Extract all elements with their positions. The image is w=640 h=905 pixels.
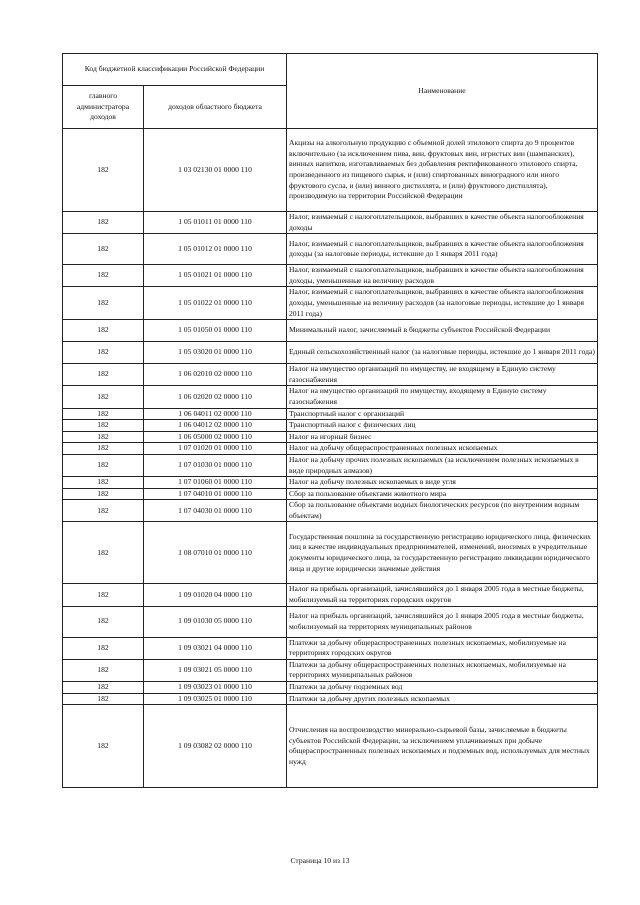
header-regional-income: доходов областного бюджета (144, 86, 287, 129)
table-row (63, 606, 598, 637)
table-row (63, 234, 598, 265)
income-name: Сбор за пользование объектами водных биологических ресурсов (по внутренним водным объектам) (287, 500, 598, 522)
income-name: Налог на прибыль организаций, зачислявшийся до 1 января 2005 года в местные бюджеты, мобилизуемый на территориях городских округов (287, 584, 598, 606)
table-row (63, 287, 598, 320)
income-name: Транспортный налог с организаций (287, 408, 598, 420)
table-row (63, 477, 598, 489)
chief-administrator-code: 182 (63, 693, 144, 705)
income-classification-code: 1 03 02130 01 0000 110 (144, 129, 287, 212)
income-classification-code: 1 05 01012 01 0000 110 (144, 234, 287, 265)
document-sheet (62, 53, 597, 788)
income-name: Налог, взимаемый с налогоплательщиков, выбравших в качестве объекта налогообложения доходы (287, 212, 598, 234)
income-classification-code: 1 05 01050 01 0000 110 (144, 320, 287, 342)
income-name: Платежи за добычу общераспространенных полезных ископаемых, мобилизуемые на территориях муниципальных районов (287, 659, 598, 681)
chief-administrator-code: 182 (63, 234, 144, 265)
income-classification-code: 1 09 03021 05 0000 110 (144, 659, 287, 681)
income-name: Отчисления на воспроизводство минерально-сырьевой базы, зачисляемые в бюджеты субъектов Российской Федерации, за исключением уплачиваемых при добыче общераспространенных полезных ископаемых и подземных вод, используемых для местных нужд (287, 705, 598, 788)
income-classification-code: 1 09 03025 01 0000 110 (144, 693, 287, 705)
table-row (63, 522, 598, 584)
income-classification-code: 1 08 07010 01 0000 110 (144, 522, 287, 584)
chief-administrator-code: 182 (63, 606, 144, 637)
chief-administrator-code: 182 (63, 584, 144, 606)
income-name: Налог на имущество организаций по имуществу, не входящему в Единую систему газоснабжения (287, 364, 598, 386)
chief-administrator-code: 182 (63, 659, 144, 681)
table-header-row (63, 54, 598, 86)
table-row (63, 637, 598, 659)
chief-administrator-code: 182 (63, 342, 144, 364)
income-name: Налог на добычу общераспространенных полезных ископаемых (287, 443, 598, 455)
income-classification-code: 1 05 01011 01 0000 110 (144, 212, 287, 234)
income-classification-code: 1 06 02010 02 0000 110 (144, 364, 287, 386)
table-row (63, 443, 598, 455)
chief-administrator-code: 182 (63, 431, 144, 443)
income-classification-code: 1 07 04030 01 0000 110 (144, 500, 287, 522)
table-body (63, 129, 598, 788)
income-name: Акцизы на алкогольную продукцию с объемной долей этилового спирта до 9 процентов включительно (за исключением пива, вин, фруктовых вин, игристых вин (шампанских), винных напитков, изготавливаемых без добавления ректификованного этилового спирта, произведенного из пищевого сырья, и (или) спиртованных виноградного или иного фруктового сусла, и (или) винного дистиллята, и (или) фруктового дистиллята), производимую на территории Российской Федерации (287, 129, 598, 212)
income-classification-code: 1 07 01060 01 0000 110 (144, 477, 287, 489)
income-name: Единый сельскохозяйственный налог (за налоговые периоды, истекшие до 1 января 2011 года) (287, 342, 598, 364)
income-classification-code: 1 09 03023 01 0000 110 (144, 682, 287, 694)
income-classification-code: 1 06 04012 02 0000 110 (144, 420, 287, 432)
income-classification-code: 1 09 03021 04 0000 110 (144, 637, 287, 659)
chief-administrator-code: 182 (63, 637, 144, 659)
income-name: Сбор за пользование объектами животного мира (287, 488, 598, 500)
income-name: Налог на имущество организаций по имуществу, входящему в Единую систему газоснабжения (287, 386, 598, 408)
table-row (63, 420, 598, 432)
chief-administrator-code: 182 (63, 386, 144, 408)
income-classification-code: 1 09 03082 02 0000 110 (144, 705, 287, 788)
table-row (63, 659, 598, 681)
income-name: Платежи за добычу общераспространенных полезных ископаемых, мобилизуемые на территориях городских округов (287, 637, 598, 659)
table-row (63, 488, 598, 500)
income-name: Налог на добычу полезных ископаемых в виде угля (287, 477, 598, 489)
income-name: Налог на прибыль организаций, зачислявшийся до 1 января 2005 года в местные бюджеты, мобилизуемый на территориях муниципальных районов (287, 606, 598, 637)
income-classification-code: 1 07 01030 01 0000 110 (144, 454, 287, 476)
chief-administrator-code: 182 (63, 443, 144, 455)
chief-administrator-code: 182 (63, 364, 144, 386)
income-name: Транспортный налог с физических лиц (287, 420, 598, 432)
income-classification-code: 1 06 05000 02 0000 110 (144, 431, 287, 443)
header-name: Наименование (287, 54, 598, 129)
table-row (63, 500, 598, 522)
income-classification-code: 1 05 01021 01 0000 110 (144, 265, 287, 287)
table-row (63, 265, 598, 287)
table-row (63, 364, 598, 386)
table-row (63, 129, 598, 212)
chief-administrator-code: 182 (63, 420, 144, 432)
income-name: Налог, взимаемый с налогоплательщиков, выбравших в качестве объекта налогообложения доходы, уменьшенные на величину расходов (287, 265, 598, 287)
income-name: Платежи за добычу других полезных ископаемых (287, 693, 598, 705)
chief-administrator-code: 182 (63, 265, 144, 287)
table-row (63, 454, 598, 476)
chief-administrator-code: 182 (63, 488, 144, 500)
table-row (63, 431, 598, 443)
chief-administrator-code: 182 (63, 682, 144, 694)
table-row (63, 320, 598, 342)
income-name: Государственная пошлина за государственную регистрацию юридического лица, физических лиц в качестве индивидуальных предпринимателей, изменений, вносимых в учредительные документы юридического лица, за государственную регистрацию ликвидации юридического лица и другие юридически значимые действия (287, 522, 598, 584)
budget-classification-table (62, 53, 598, 788)
chief-administrator-code: 182 (63, 129, 144, 212)
income-name: Налог, взимаемый с налогоплательщиков, выбравших в качестве объекта налогообложения доходы, уменьшенные на величину расходов (за налоговые периоды, истекшие до 1 января 2011 года) (287, 287, 598, 320)
income-name: Минимальный налог, зачисляемый в бюджеты субъектов Российской Федерации (287, 320, 598, 342)
chief-administrator-code: 182 (63, 705, 144, 788)
income-name: Налог на игорный бизнес (287, 431, 598, 443)
income-classification-code: 1 07 04010 01 0000 110 (144, 488, 287, 500)
chief-administrator-code: 182 (63, 320, 144, 342)
income-classification-code: 1 06 02020 02 0000 110 (144, 386, 287, 408)
table-row (63, 584, 598, 606)
income-classification-code: 1 09 01030 05 0000 110 (144, 606, 287, 637)
chief-administrator-code: 182 (63, 454, 144, 476)
chief-administrator-code: 182 (63, 522, 144, 584)
income-classification-code: 1 05 01022 01 0000 110 (144, 287, 287, 320)
chief-administrator-code: 182 (63, 477, 144, 489)
header-chief-administrator: главного администратора доходов (63, 86, 144, 129)
income-classification-code: 1 09 01020 04 0000 110 (144, 584, 287, 606)
table-row (63, 342, 598, 364)
table-row (63, 682, 598, 694)
table-row (63, 408, 598, 420)
header-budget-code-group: Код бюджетной классификации Российской Федерации (63, 54, 287, 86)
income-name: Налог на добычу прочих полезных ископаемых (за исключением полезных ископаемых в виде природных алмазов) (287, 454, 598, 476)
table-row (63, 386, 598, 408)
income-name: Платежи за добычу подземных вод (287, 682, 598, 694)
chief-administrator-code: 182 (63, 500, 144, 522)
income-classification-code: 1 06 04011 02 0000 110 (144, 408, 287, 420)
page-number: Страница 10 из 13 (290, 856, 350, 865)
income-classification-code: 1 05 03020 01 0000 110 (144, 342, 287, 364)
table-row (63, 693, 598, 705)
income-name: Налог, взимаемый с налогоплательщиков, выбравших в качестве объекта налогообложения доходы (за налоговые периоды, истекшие до 1 января 2011 года) (287, 234, 598, 265)
chief-administrator-code: 182 (63, 287, 144, 320)
table-row (63, 212, 598, 234)
chief-administrator-code: 182 (63, 408, 144, 420)
table-row (63, 705, 598, 788)
chief-administrator-code: 182 (63, 212, 144, 234)
income-classification-code: 1 07 01020 01 0000 110 (144, 443, 287, 455)
